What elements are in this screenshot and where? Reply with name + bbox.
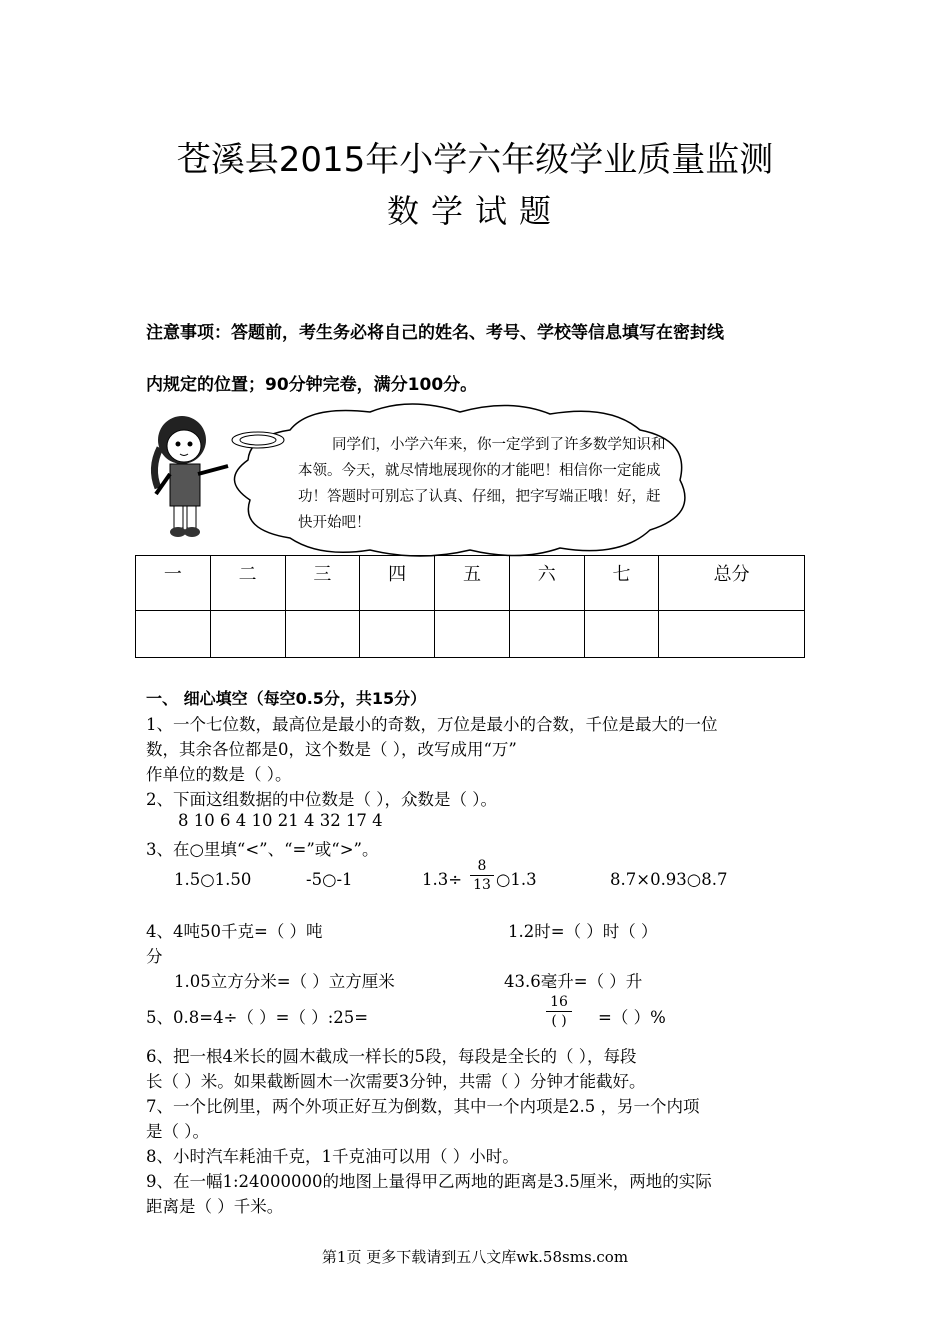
score-cell[interactable] bbox=[285, 611, 360, 658]
page-subtitle: 数学试题 bbox=[386, 192, 563, 230]
bubble-line-1: 同学们，小学六年来，你一定学到了许多数学知识和 bbox=[332, 437, 666, 453]
question-line: 7、一个比例里，两个外项正好互为倒数，其中一个内项是2.5 ，另一个内项 bbox=[146, 1097, 700, 1116]
bubble-line-4: 快开始吧！ bbox=[298, 515, 371, 531]
question-line: 分 bbox=[146, 947, 163, 966]
compare-item: -5○-1 bbox=[306, 870, 353, 889]
question-line: 2、下面这组数据的中位数是（ ），众数是（ ）。 bbox=[146, 790, 497, 809]
question-line: 长（ ）米。如果截断圆木一次需要3分钟，共需（ ）分钟才能截好。 bbox=[146, 1072, 646, 1091]
score-header: 七 bbox=[584, 556, 659, 611]
question-line: 距离是（ ）千米。 bbox=[146, 1197, 284, 1216]
question-line: 1、一个七位数，最高位是最小的奇数，万位是最小的合数，千位是最大的一位 bbox=[146, 715, 718, 734]
score-cell[interactable] bbox=[509, 611, 584, 658]
question-line: 43.6毫升=（ ）升 bbox=[504, 972, 643, 991]
score-header: 三 bbox=[285, 556, 360, 611]
score-header: 五 bbox=[435, 556, 510, 611]
data-series-line: 8 10 6 4 10 21 4 32 17 4 bbox=[178, 811, 383, 830]
score-cell[interactable] bbox=[584, 611, 659, 658]
page-footer: 第1页 更多下载请到五八文库wk.58sms.com bbox=[321, 1248, 629, 1266]
score-cell[interactable] bbox=[360, 611, 435, 658]
score-header: 六 bbox=[509, 556, 584, 611]
question-line: 8、小时汽车耗油千克，1千克油可以用（ ）小时。 bbox=[146, 1147, 519, 1166]
score-cell[interactable] bbox=[435, 611, 510, 658]
section-heading: 一、 细心填空（每空0.5分，共15分） bbox=[146, 689, 427, 708]
score-cell[interactable] bbox=[136, 611, 211, 658]
score-cell[interactable] bbox=[210, 611, 285, 658]
question-line: 1.2时=（ ）时（ ） bbox=[508, 922, 658, 941]
fraction-denominator: 13 bbox=[473, 877, 491, 893]
question-line: 1.05立方分米=（ ）立方厘米 bbox=[174, 972, 395, 991]
question-line: 4、4吨50千克=（ ）吨 bbox=[146, 922, 323, 941]
bubble-line-3: 功！答题时可别忘了认真、仔细，把字写端正哦！好，赶 bbox=[298, 489, 661, 505]
notice-line-1: 注意事项：答题前，考生务必将自己的姓名、考号、学校等信息填写在密封线 bbox=[146, 323, 724, 343]
compare-item: 1.5○1.50 bbox=[174, 870, 252, 889]
notice-line-2: 内规定的位置；90分钟完卷，满分100分。 bbox=[146, 375, 478, 395]
fraction-denominator: ( ) bbox=[551, 1013, 567, 1029]
score-header: 总分 bbox=[659, 556, 805, 611]
bubble-text bbox=[298, 432, 728, 536]
fraction bbox=[546, 994, 572, 1029]
fraction-numerator: 8 bbox=[477, 858, 487, 874]
fraction-numerator: 16 bbox=[550, 994, 568, 1010]
compare-item: 8.7×0.93○8.7 bbox=[610, 870, 728, 889]
compare-item: ○1.3 bbox=[496, 870, 537, 889]
score-cell[interactable] bbox=[659, 611, 805, 658]
question-line: 6、把一根4米长的圆木截成一样长的5段，每段是全长的（ ），每段 bbox=[146, 1047, 637, 1066]
score-header: 二 bbox=[210, 556, 285, 611]
question-line: 5、0.8=4÷（ ）=（ ）:25= bbox=[146, 1008, 369, 1027]
fraction bbox=[470, 858, 494, 893]
compare-item: 1.3÷ bbox=[422, 870, 463, 889]
score-header: 四 bbox=[360, 556, 435, 611]
question-line: 数，其余各位都是0，这个数是（ ），改写成用“万” bbox=[146, 740, 517, 759]
question-line: 是（ ）。 bbox=[146, 1122, 209, 1141]
score-header: 一 bbox=[136, 556, 211, 611]
question-line: 9、在一幅1:24000000的地图上量得甲乙两地的距离是3.5厘米，两地的实际 bbox=[146, 1172, 712, 1191]
bubble-line-2: 本领。今天，就尽情地展现你的才能吧！相信你一定能成 bbox=[298, 463, 661, 479]
question-line: 3、在○里填“<”、“=”或“>”。 bbox=[146, 840, 379, 859]
question-line: =（ ）% bbox=[598, 1008, 666, 1027]
page-title: 苍溪县2015年小学六年级学业质量监测 bbox=[176, 140, 774, 180]
score-table bbox=[135, 555, 805, 658]
question-line: 作单位的数是（ ）。 bbox=[146, 765, 292, 784]
